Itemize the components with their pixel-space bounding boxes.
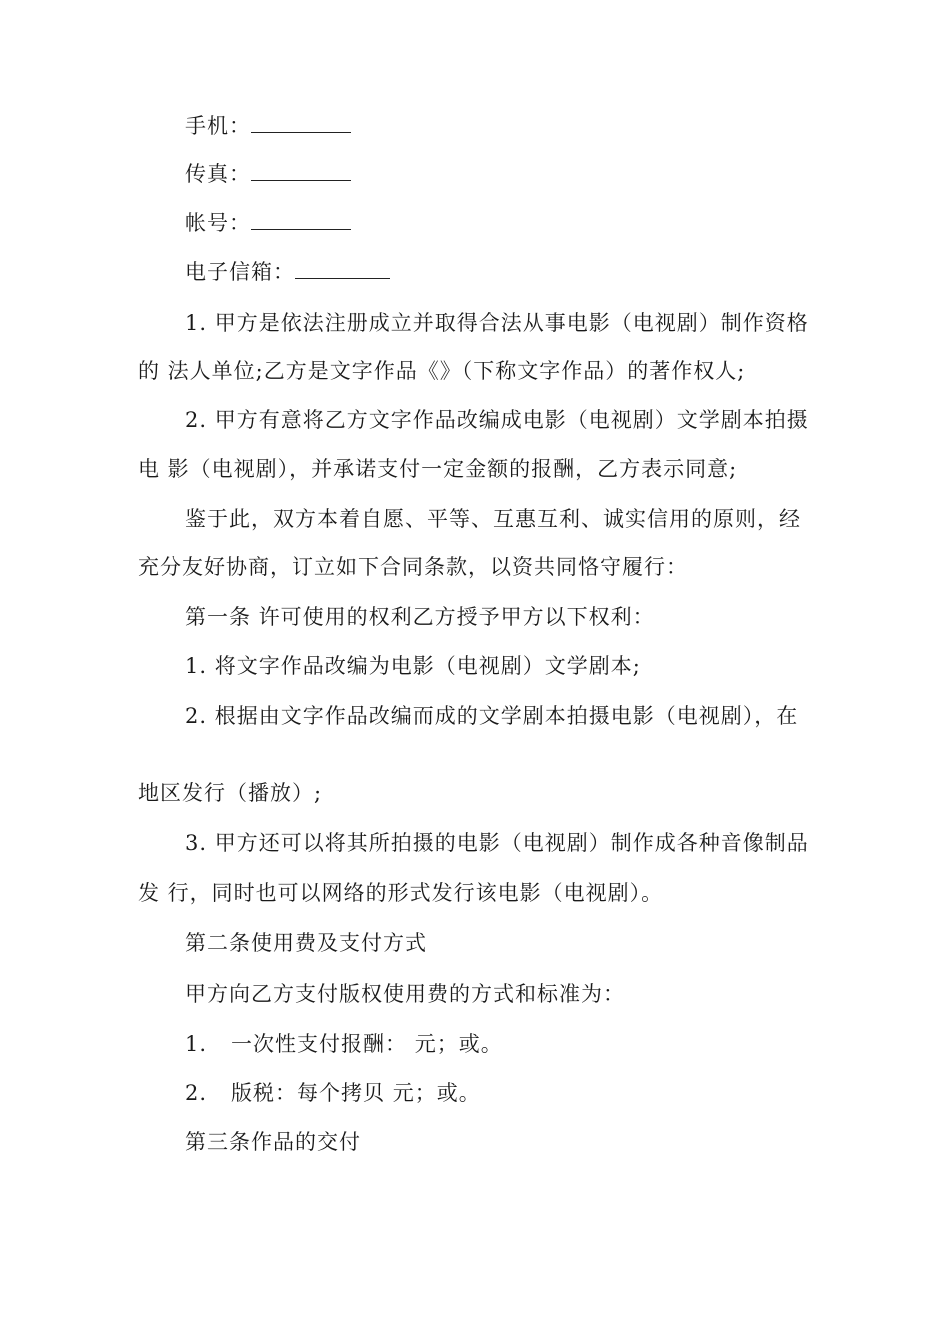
article-3-heading: 第三条作品的交付: [185, 1130, 361, 1154]
recital-2-line-1: 2. 甲方有意将乙方文字作品改编成电影（电视剧）文学剧本拍摄: [185, 408, 809, 432]
article-1-heading: 第一条 许可使用的权利乙方授予甲方以下权利：: [185, 605, 655, 629]
article-2-heading: 第二条使用费及支付方式: [185, 931, 427, 955]
email-label: 电子信箱：: [185, 260, 295, 284]
fax-label: 传真：: [185, 162, 251, 186]
payment-option-2-text: 版税：每个拷贝 元；或。: [231, 1081, 481, 1105]
fax-blank: [251, 160, 351, 181]
article-2-intro: 甲方向乙方支付版权使用费的方式和标准为：: [185, 982, 625, 1006]
email-blank: [295, 258, 390, 279]
account-field: [185, 209, 351, 237]
mobile-blank: [251, 112, 351, 133]
recital-3-line-2: 充分友好协商，订立如下合同条款，以资共同恪守履行：: [138, 555, 688, 579]
mobile-label: 手机：: [185, 114, 251, 138]
fax-field: [185, 160, 351, 188]
account-blank: [251, 209, 351, 230]
payment-option-1-number: 1.: [185, 1032, 208, 1056]
recital-1-line-2: 的 法人单位;乙方是文字作品《》（下称文字作品）的著作权人;: [138, 359, 746, 383]
account-label: 帐号：: [185, 211, 251, 235]
payment-option-2-number: 2.: [185, 1081, 208, 1105]
mobile-field: [185, 112, 351, 140]
recital-1-line-1: 1. 甲方是依法注册成立并取得合法从事电影（电视剧）制作资格: [185, 311, 809, 335]
email-field: [185, 258, 390, 286]
article-1-item-2-line-2: 地区发行（播放）;: [138, 781, 323, 805]
payment-option-2: [185, 1079, 481, 1107]
article-1-item-3-line-2: 发 行，同时也可以网络的形式发行该电影（电视剧）。: [138, 881, 664, 905]
article-1-item-1: 1. 将文字作品改编为电影（电视剧）文学剧本;: [185, 654, 641, 678]
article-1-item-2-line-1: 2. 根据由文字作品改编而成的文学剧本拍摄电影（电视剧），在: [185, 704, 799, 728]
recital-2-line-2: 电 影（电视剧），并承诺支付一定金额的报酬，乙方表示同意;: [138, 457, 738, 481]
article-1-item-3-line-1: 3. 甲方还可以将其所拍摄的电影（电视剧）制作成各种音像制品: [185, 831, 809, 855]
payment-option-1-text: 一次性支付报酬： 元；或。: [231, 1032, 503, 1056]
recital-3-line-1: 鉴于此，双方本着自愿、平等、互惠互利、诚实信用的原则，经: [185, 507, 801, 531]
payment-option-1: [185, 1030, 503, 1058]
